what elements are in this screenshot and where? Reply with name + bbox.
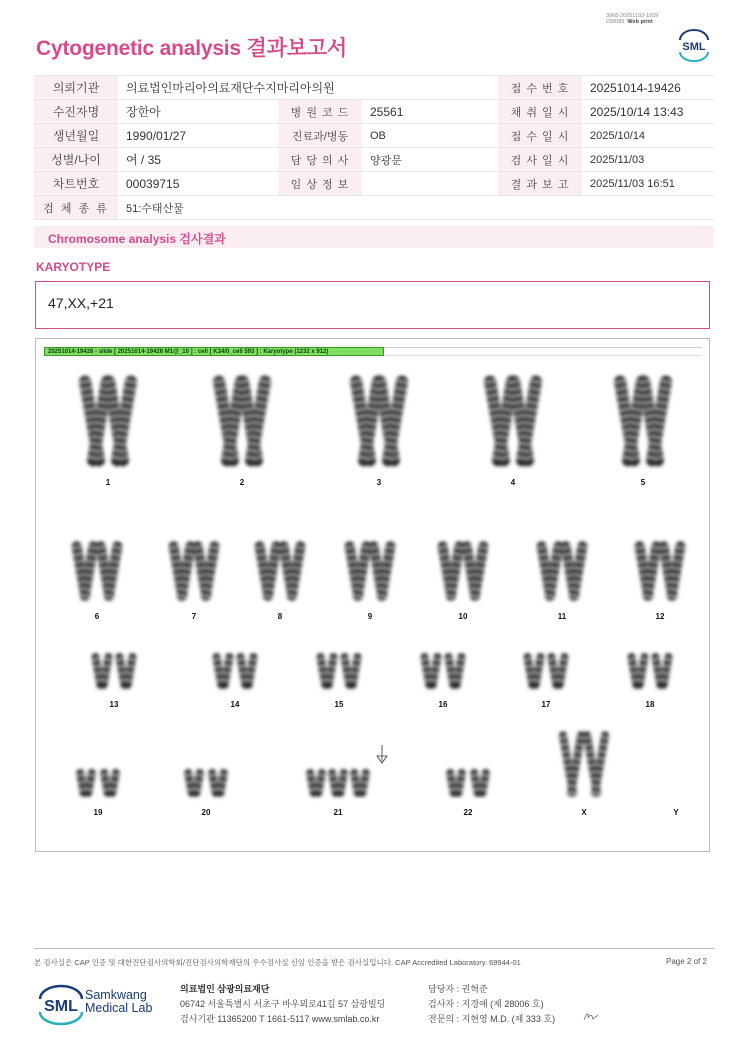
test-value: 2025/11/03 xyxy=(582,148,714,172)
chromosome-label-7: 7 xyxy=(191,612,197,621)
accreditation-note: 본 검사실은 CAP 인증 및 대한진단검사의학회/진단검사의학재단의 우수검사실 신임 인증을 받은 검사실입니다. CAP Accredited Laboratory. 69944-01 xyxy=(34,958,521,967)
org-address: 06742 서울특별시 서초구 바우뫼로41길 57 삼광빌딩 xyxy=(180,999,386,1009)
chromosome-label-17: 17 xyxy=(541,700,551,709)
print-meta xyxy=(606,13,658,25)
doctor-label: 담 당 의 사 xyxy=(278,148,362,172)
lab-brand xyxy=(85,989,152,1015)
sml-logo-top-icon xyxy=(674,28,714,62)
svg-text:SML: SML xyxy=(682,41,706,53)
report-label: 결 과 보 고 xyxy=(498,172,582,196)
lab-brand-line2: Medical Lab xyxy=(85,1001,153,1015)
org-name: 의료법인 삼광의료재단 xyxy=(180,984,270,994)
svg-text:SML: SML xyxy=(44,998,78,1015)
org-contact: 검사기관 11365200 T 1661-5117 www.smlab.co.kr xyxy=(180,1014,380,1024)
receipt-no-label: 접 수 번 호 xyxy=(498,76,582,100)
patient-value: 장한아 xyxy=(118,100,278,124)
chromosome-label-20: 20 xyxy=(201,808,211,817)
chromosome-label-22: 22 xyxy=(463,808,473,817)
chromosome-label-4: 4 xyxy=(510,478,516,487)
karyogram xyxy=(36,359,709,851)
chromosome-label-16: 16 xyxy=(438,700,448,709)
print-id: 3068-20251103-1659 xyxy=(606,13,659,19)
trisomy-arrow-icon xyxy=(377,745,387,763)
print-code: 230083 Web print xyxy=(606,19,653,25)
receipt-no-value: 20251014-19426 xyxy=(582,76,714,100)
patient-label: 수진자명 xyxy=(34,100,118,124)
karyotype-result: 47,XX,+21 xyxy=(35,281,710,329)
test-label: 검 사 일 시 xyxy=(498,148,582,172)
page-number: Page 2 of 2 xyxy=(666,957,707,966)
chromosome-label-19: 19 xyxy=(93,808,103,817)
staff-contact: 담당자 : 권혁준 xyxy=(428,984,488,994)
requester-label: 의뢰기관 xyxy=(34,76,118,100)
chromosome-label-11: 11 xyxy=(557,612,567,621)
chromosome-label-5: 5 xyxy=(640,478,646,487)
chromosome-label-21: 21 xyxy=(333,808,343,817)
chromosome-label-2: 2 xyxy=(239,478,245,487)
staff-tester: 검사자 : 지경애 (제 28006 호) xyxy=(428,999,544,1009)
report-value: 2025/11/03 16:51 xyxy=(582,172,714,196)
chromosome-label-9: 9 xyxy=(367,612,373,621)
report-title: Cytogenetic analysis 결과보고서 xyxy=(36,37,347,60)
dob-value: 1990/01/27 xyxy=(118,124,278,148)
chromosome-label-3: 3 xyxy=(376,478,382,487)
specimen-value: 51:수태산물 xyxy=(118,196,714,220)
clinical-value xyxy=(362,172,498,196)
chromosome-label-13: 13 xyxy=(109,700,119,709)
sex-age-value: 여 / 35 xyxy=(118,148,278,172)
chart-value: 00039715 xyxy=(118,172,278,196)
chromosome-label-1: 1 xyxy=(105,478,111,487)
receive-value: 2025/10/14 xyxy=(582,124,714,148)
lab-brand-line1: Samkwang xyxy=(85,988,147,1002)
collect-value: 2025/10/14 13:43 xyxy=(582,100,714,124)
karyotype-label: KARYOTYPE xyxy=(36,260,111,274)
dept-value: OB xyxy=(362,124,498,148)
chromosome-label-x: X xyxy=(581,808,587,817)
staff-info xyxy=(428,982,555,1027)
staff-specialist: 전문의 : 지현영 M.D. (제 333 호) xyxy=(428,1014,556,1024)
org-info xyxy=(180,982,385,1027)
karyotype-image xyxy=(35,338,710,852)
doctor-value: 양광문 xyxy=(362,148,498,172)
patient-info-table xyxy=(34,75,714,220)
dept-label: 진료과/병동 xyxy=(278,124,362,148)
specimen-label: 검 체 종 류 xyxy=(34,196,118,220)
chromosome-label-8: 8 xyxy=(277,612,283,621)
chromosome-label-15: 15 xyxy=(334,700,344,709)
chromosome-label-y: Y xyxy=(673,808,679,817)
chromosome-label-18: 18 xyxy=(645,700,655,709)
image-header-line xyxy=(384,347,702,356)
collect-label: 채 취 일 시 xyxy=(498,100,582,124)
section-title: Chromosome analysis 검사결과 xyxy=(34,226,714,248)
chart-label: 차트번호 xyxy=(34,172,118,196)
signature-icon xyxy=(582,1009,600,1023)
chromosome-label-6: 6 xyxy=(94,612,100,621)
sex-age-label: 성별/나이 xyxy=(34,148,118,172)
sml-logo-icon xyxy=(36,982,86,1026)
hospital-code-label: 병 원 코 드 xyxy=(278,100,362,124)
image-header-bar: 20251014-19426 - slide [ 20251014-19426 M1@_10 ] : cell [ K34/0_cell 593 ] : Karyotype (1232 x 912) xyxy=(44,347,384,356)
hospital-code-value: 25561 xyxy=(362,100,498,124)
clinical-label: 임 상 정 보 xyxy=(278,172,362,196)
requester-value: 의료법인마리아의료재단수지마리아의원 xyxy=(118,76,498,100)
chromosome-label-10: 10 xyxy=(458,612,468,621)
dob-label: 생년월일 xyxy=(34,124,118,148)
receive-label: 접 수 일 시 xyxy=(498,124,582,148)
chromosome-label-12: 12 xyxy=(655,612,665,621)
chromosome-label-14: 14 xyxy=(230,700,240,709)
footer-divider xyxy=(34,948,714,949)
